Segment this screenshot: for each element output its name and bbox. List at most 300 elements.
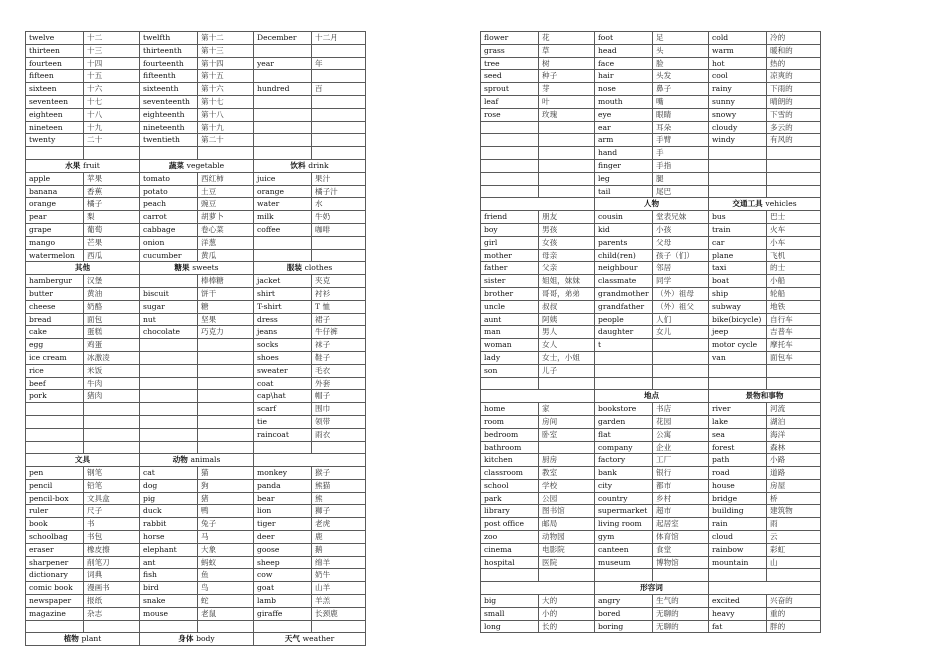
chinese-meaning-cell: 公园 — [539, 492, 595, 505]
chinese-meaning-cell — [198, 364, 254, 377]
chinese-meaning-cell: 铅笔 — [84, 479, 140, 492]
chinese-meaning-cell: 父亲 — [539, 262, 595, 275]
english-word-cell: eighteen — [26, 108, 84, 121]
english-word-cell: thirteenth — [140, 44, 198, 57]
chinese-meaning-cell: 男孩 — [539, 223, 595, 236]
section-title-en: vegetable — [186, 160, 225, 170]
english-word-cell: lake — [709, 415, 767, 428]
english-word-cell: brother — [481, 287, 539, 300]
chinese-meaning-cell: 生气的 — [653, 595, 709, 608]
chinese-meaning-cell — [312, 70, 366, 83]
chinese-meaning-cell — [767, 569, 821, 582]
chinese-meaning-cell: 博物馆 — [653, 556, 709, 569]
table-row — [26, 543, 366, 556]
table-row — [26, 326, 366, 339]
table-row — [26, 403, 366, 416]
english-word-cell: ant — [140, 556, 198, 569]
chinese-meaning-cell: 湖泊 — [767, 415, 821, 428]
chinese-meaning-cell — [653, 377, 709, 390]
english-word-cell: lamb — [254, 595, 312, 608]
chinese-meaning-cell: 孩子（们） — [653, 249, 709, 262]
english-word-cell: T-shirt — [254, 300, 312, 313]
english-word-cell: parents — [595, 236, 653, 249]
chinese-meaning-cell: 糖 — [198, 300, 254, 313]
english-word-cell: bathroom — [481, 441, 539, 454]
english-word-cell: neighbour — [595, 262, 653, 275]
chinese-meaning-cell: 火车 — [767, 223, 821, 236]
english-word-cell: cabbage — [140, 223, 198, 236]
chinese-meaning-cell: 牛肉 — [84, 377, 140, 390]
chinese-meaning-cell: 建筑物 — [767, 505, 821, 518]
chinese-meaning-cell: 图书馆 — [539, 505, 595, 518]
chinese-meaning-cell: 豌豆 — [198, 198, 254, 211]
english-word-cell: comic book — [26, 582, 84, 595]
english-word-cell: nut — [140, 313, 198, 326]
english-word-cell: flat — [595, 428, 653, 441]
english-word-cell: room — [481, 415, 539, 428]
english-word-cell: head — [595, 44, 653, 57]
chinese-meaning-cell: 动物园 — [539, 531, 595, 544]
english-word-cell: eye — [595, 108, 653, 121]
table-row — [481, 211, 821, 224]
chinese-meaning-cell: 父母 — [653, 236, 709, 249]
chinese-meaning-cell: 鹿 — [312, 531, 366, 544]
chinese-meaning-cell: 彩虹 — [767, 543, 821, 556]
english-word-cell: tree — [481, 57, 539, 70]
chinese-meaning-cell: 轮船 — [767, 287, 821, 300]
table-row — [26, 44, 366, 57]
chinese-meaning-cell — [198, 377, 254, 390]
table-row — [26, 607, 366, 620]
section-title-zh: 其他 — [74, 263, 91, 273]
english-word-cell: nose — [595, 83, 653, 96]
english-word-cell — [254, 147, 312, 160]
table-row — [481, 121, 821, 134]
english-word-cell: sharpener — [26, 556, 84, 569]
english-word-cell: plane — [709, 249, 767, 262]
english-word-cell: sunny — [709, 95, 767, 108]
chinese-meaning-cell: 哥哥，弟弟 — [539, 287, 595, 300]
english-word-cell: socks — [254, 339, 312, 352]
english-word-cell: grass — [481, 44, 539, 57]
english-word-cell — [140, 390, 198, 403]
english-word-cell: orange — [254, 185, 312, 198]
chinese-meaning-cell: 吉普车 — [767, 326, 821, 339]
chinese-meaning-cell: 公寓 — [653, 428, 709, 441]
section-header — [709, 198, 821, 211]
english-word-cell: father — [481, 262, 539, 275]
english-word-cell: company — [595, 441, 653, 454]
english-word-cell: angry — [595, 595, 653, 608]
english-word-cell: ship — [709, 287, 767, 300]
english-word-cell: coffee — [254, 223, 312, 236]
chinese-meaning-cell: 女人 — [539, 339, 595, 352]
english-word-cell — [26, 441, 84, 454]
chinese-meaning-cell: 十九 — [84, 121, 140, 134]
english-word-cell — [709, 364, 767, 377]
english-word-cell — [140, 403, 198, 416]
chinese-meaning-cell: 黄油 — [84, 287, 140, 300]
english-word-cell: sprout — [481, 83, 539, 96]
chinese-meaning-cell: 鱼 — [198, 569, 254, 582]
section-title-zh: 交通工具 — [732, 199, 763, 209]
chinese-meaning-cell: 十七 — [84, 95, 140, 108]
chinese-meaning-cell: 无聊的 — [653, 620, 709, 633]
chinese-meaning-cell — [653, 339, 709, 352]
english-word-cell: building — [709, 505, 767, 518]
chinese-meaning-cell: 十四 — [84, 57, 140, 70]
chinese-meaning-cell: 熊猫 — [312, 479, 366, 492]
section-title-zh: 植物 — [63, 634, 79, 644]
table-row — [481, 467, 821, 480]
english-word-cell: dog — [140, 479, 198, 492]
chinese-meaning-cell: 飞机 — [767, 249, 821, 262]
chinese-meaning-cell — [198, 620, 254, 633]
table-row — [26, 249, 366, 262]
chinese-meaning-cell: 体育馆 — [653, 531, 709, 544]
chinese-meaning-cell — [312, 620, 366, 633]
table-row — [26, 211, 366, 224]
table-row — [481, 377, 821, 390]
section-header — [140, 262, 254, 275]
chinese-meaning-cell: 小路 — [767, 454, 821, 467]
chinese-meaning-cell: 山 — [767, 556, 821, 569]
chinese-meaning-cell: 超市 — [653, 505, 709, 518]
table-row — [481, 262, 821, 275]
chinese-meaning-cell — [312, 441, 366, 454]
chinese-meaning-cell: 汉堡 — [84, 275, 140, 288]
section-title-en: fruit — [83, 160, 100, 170]
english-word-cell: hot — [709, 57, 767, 70]
english-word-cell: onion — [140, 236, 198, 249]
english-word-cell: butter — [26, 287, 84, 300]
table-row — [26, 121, 366, 134]
table-row — [26, 531, 366, 544]
chinese-meaning-cell: 米饭 — [84, 364, 140, 377]
chinese-meaning-cell: 手臂 — [653, 134, 709, 147]
chinese-meaning-cell — [539, 159, 595, 172]
english-word-cell: leaf — [481, 95, 539, 108]
section-header — [26, 454, 140, 467]
chinese-meaning-cell: 邻居 — [653, 262, 709, 275]
english-word-cell: cloud — [709, 531, 767, 544]
chinese-meaning-cell — [198, 428, 254, 441]
chinese-meaning-cell: 第十二 — [198, 32, 254, 45]
chinese-meaning-cell: 书包 — [84, 531, 140, 544]
chinese-meaning-cell — [84, 620, 140, 633]
chinese-meaning-cell: 鞋子 — [312, 351, 366, 364]
english-word-cell — [254, 249, 312, 262]
chinese-meaning-cell: 蚂蚁 — [198, 556, 254, 569]
english-word-cell: snowy — [709, 108, 767, 121]
chinese-meaning-cell: 云 — [767, 531, 821, 544]
english-word-cell: banana — [26, 185, 84, 198]
english-word-cell: tie — [254, 415, 312, 428]
english-word-cell: chocolate — [140, 326, 198, 339]
chinese-meaning-cell: 道路 — [767, 467, 821, 480]
chinese-meaning-cell: T 恤 — [312, 300, 366, 313]
english-word-cell — [140, 428, 198, 441]
chinese-meaning-cell: 夹克 — [312, 275, 366, 288]
section-title-zh: 饮料 — [290, 160, 306, 170]
table-row — [26, 236, 366, 249]
english-word-cell: seventeenth — [140, 95, 198, 108]
table-row — [26, 415, 366, 428]
table-row — [26, 95, 366, 108]
english-word-cell: rose — [481, 108, 539, 121]
chinese-meaning-cell: 芒果 — [84, 236, 140, 249]
table-row — [481, 454, 821, 467]
english-word-cell — [595, 569, 653, 582]
chinese-meaning-cell: 坚果 — [198, 313, 254, 326]
chinese-meaning-cell: 橘子 — [84, 198, 140, 211]
table-row — [26, 57, 366, 70]
english-word-cell: pen — [26, 467, 84, 480]
table-row — [26, 172, 366, 185]
section-header-row — [481, 582, 821, 595]
table-row — [26, 467, 366, 480]
chinese-meaning-cell: 钢笔 — [84, 467, 140, 480]
english-word-cell: orange — [26, 198, 84, 211]
chinese-meaning-cell: 起居室 — [653, 518, 709, 531]
english-word-cell — [26, 428, 84, 441]
table-row — [481, 83, 821, 96]
english-word-cell — [254, 134, 312, 147]
chinese-meaning-cell — [84, 441, 140, 454]
english-word-cell: zoo — [481, 531, 539, 544]
english-word-cell: museum — [595, 556, 653, 569]
english-word-cell: friend — [481, 211, 539, 224]
table-row — [26, 134, 366, 147]
table-row — [481, 569, 821, 582]
english-word-cell: aunt — [481, 313, 539, 326]
english-word-cell: fourteen — [26, 57, 84, 70]
chinese-meaning-cell: 女孩 — [539, 236, 595, 249]
english-word-cell: giraffe — [254, 607, 312, 620]
english-word-cell — [481, 172, 539, 185]
chinese-meaning-cell: 狮子 — [312, 505, 366, 518]
table-row — [481, 95, 821, 108]
chinese-meaning-cell: 草 — [539, 44, 595, 57]
english-word-cell: son — [481, 364, 539, 377]
english-word-cell: finger — [595, 159, 653, 172]
english-word-cell: fat — [709, 620, 767, 633]
chinese-meaning-cell — [198, 390, 254, 403]
english-word-cell: dictionary — [26, 569, 84, 582]
chinese-meaning-cell: 老虎 — [312, 518, 366, 531]
english-word-cell — [254, 121, 312, 134]
english-word-cell: grandmother — [595, 287, 653, 300]
chinese-meaning-cell: 大象 — [198, 543, 254, 556]
english-word-cell: sweater — [254, 364, 312, 377]
chinese-meaning-cell — [767, 364, 821, 377]
section-header — [26, 633, 140, 646]
english-word-cell — [140, 339, 198, 352]
english-word-cell — [140, 415, 198, 428]
english-word-cell — [709, 185, 767, 198]
english-word-cell: raincoat — [254, 428, 312, 441]
chinese-meaning-cell — [539, 441, 595, 454]
chinese-meaning-cell — [312, 249, 366, 262]
chinese-meaning-cell: 词典 — [84, 569, 140, 582]
english-word-cell: hundred — [254, 83, 312, 96]
english-word-cell — [481, 377, 539, 390]
english-word-cell: tomato — [140, 172, 198, 185]
english-word-cell: mother — [481, 249, 539, 262]
chinese-meaning-cell: 森林 — [767, 441, 821, 454]
english-word-cell: biscuit — [140, 287, 198, 300]
table-row — [481, 57, 821, 70]
english-word-cell: river — [709, 403, 767, 416]
chinese-meaning-cell: 冷的 — [767, 32, 821, 45]
chinese-meaning-cell: 第十六 — [198, 83, 254, 96]
chinese-meaning-cell: 二十 — [84, 134, 140, 147]
chinese-meaning-cell: 手 — [653, 147, 709, 160]
english-word-cell: boring — [595, 620, 653, 633]
section-title-zh: 糖果 — [174, 263, 190, 273]
chinese-meaning-cell: 第十四 — [198, 57, 254, 70]
table-row — [481, 415, 821, 428]
chinese-meaning-cell: 下雨的 — [767, 83, 821, 96]
table-row — [26, 364, 366, 377]
section-header — [254, 633, 366, 646]
chinese-meaning-cell: 玫瑰 — [539, 108, 595, 121]
english-word-cell: sixteenth — [140, 83, 198, 96]
table-row — [481, 339, 821, 352]
chinese-meaning-cell: 大的 — [539, 595, 595, 608]
english-word-cell — [254, 108, 312, 121]
english-word-cell: pear — [26, 211, 84, 224]
chinese-meaning-cell: 西红柿 — [198, 172, 254, 185]
english-word-cell: sugar — [140, 300, 198, 313]
section-header-row — [26, 159, 366, 172]
section-title-en: animals — [190, 455, 221, 465]
english-word-cell: rice — [26, 364, 84, 377]
table-row — [26, 505, 366, 518]
chinese-meaning-cell: 奶酪 — [84, 300, 140, 313]
chinese-meaning-cell: 饼干 — [198, 287, 254, 300]
chinese-meaning-cell: 足 — [653, 32, 709, 45]
english-word-cell — [140, 441, 198, 454]
english-word-cell: mountain — [709, 556, 767, 569]
chinese-meaning-cell: 面包 — [84, 313, 140, 326]
table-row — [481, 223, 821, 236]
english-word-cell: rainbow — [709, 543, 767, 556]
english-word-cell: panda — [254, 479, 312, 492]
english-word-cell — [709, 159, 767, 172]
chinese-meaning-cell: 工厂 — [653, 454, 709, 467]
english-word-cell: book — [26, 518, 84, 531]
chinese-meaning-cell — [198, 339, 254, 352]
english-word-cell: bike(bicycle) — [709, 313, 767, 326]
chinese-meaning-cell: 第十七 — [198, 95, 254, 108]
chinese-meaning-cell: 无聊的 — [653, 607, 709, 620]
english-word-cell — [709, 147, 767, 160]
chinese-meaning-cell: 乡村 — [653, 492, 709, 505]
chinese-meaning-cell: 教室 — [539, 467, 595, 480]
english-word-cell — [254, 236, 312, 249]
english-word-cell: flower — [481, 32, 539, 45]
chinese-meaning-cell: 咖啡 — [312, 223, 366, 236]
chinese-meaning-cell: 果汁 — [312, 172, 366, 185]
english-word-cell: monkey — [254, 467, 312, 480]
chinese-meaning-cell: 耳朵 — [653, 121, 709, 134]
english-word-cell: carrot — [140, 211, 198, 224]
english-word-cell — [481, 147, 539, 160]
chinese-meaning-cell: 食堂 — [653, 543, 709, 556]
english-word-cell: boy — [481, 223, 539, 236]
english-word-cell: classmate — [595, 275, 653, 288]
chinese-meaning-cell — [767, 377, 821, 390]
chinese-meaning-cell: 十三 — [84, 44, 140, 57]
chinese-meaning-cell: 熊 — [312, 492, 366, 505]
english-word-cell: bird — [140, 582, 198, 595]
english-word-cell — [709, 569, 767, 582]
chinese-meaning-cell: 学校 — [539, 479, 595, 492]
english-word-cell: eighteenth — [140, 108, 198, 121]
english-word-cell: foot — [595, 32, 653, 45]
table-row — [481, 236, 821, 249]
chinese-meaning-cell: 堂表兄妹 — [653, 211, 709, 224]
section-header — [140, 454, 254, 467]
chinese-meaning-cell: 牛仔裤 — [312, 326, 366, 339]
chinese-meaning-cell: 领带 — [312, 415, 366, 428]
table-row — [26, 595, 366, 608]
table-row — [481, 556, 821, 569]
section-header — [595, 390, 709, 403]
chinese-meaning-cell: 热的 — [767, 57, 821, 70]
chinese-meaning-cell: 文具盒 — [84, 492, 140, 505]
table-row — [481, 492, 821, 505]
chinese-meaning-cell: 梨 — [84, 211, 140, 224]
english-word-cell: egg — [26, 339, 84, 352]
english-word-cell — [481, 185, 539, 198]
chinese-meaning-cell: 下雪的 — [767, 108, 821, 121]
english-word-cell: shirt — [254, 287, 312, 300]
chinese-meaning-cell: 卧室 — [539, 428, 595, 441]
english-word-cell: canteen — [595, 543, 653, 556]
chinese-meaning-cell: 面包车 — [767, 351, 821, 364]
chinese-meaning-cell — [653, 364, 709, 377]
chinese-meaning-cell — [198, 415, 254, 428]
section-header — [595, 582, 709, 595]
table-row — [26, 70, 366, 83]
english-word-cell: forest — [709, 441, 767, 454]
chinese-meaning-cell: 河流 — [767, 403, 821, 416]
chinese-meaning-cell: 手指 — [653, 159, 709, 172]
chinese-meaning-cell: 老鼠 — [198, 607, 254, 620]
english-word-cell: post office — [481, 518, 539, 531]
table-row — [26, 185, 366, 198]
english-word-cell: hospital — [481, 556, 539, 569]
english-word-cell: twelve — [26, 32, 84, 45]
english-word-cell: small — [481, 607, 539, 620]
english-word-cell: child(ren) — [595, 249, 653, 262]
chinese-meaning-cell — [198, 351, 254, 364]
english-word-cell: cool — [709, 70, 767, 83]
english-word-cell — [140, 147, 198, 160]
table-row — [481, 595, 821, 608]
chinese-meaning-cell: 叶 — [539, 95, 595, 108]
chinese-meaning-cell: 嘴 — [653, 95, 709, 108]
table-row — [26, 582, 366, 595]
english-word-cell: twentieth — [140, 134, 198, 147]
section-header — [254, 262, 366, 275]
table-row — [26, 147, 366, 160]
english-word-cell: rain — [709, 518, 767, 531]
chinese-meaning-cell: 地铁 — [767, 300, 821, 313]
table-row — [481, 185, 821, 198]
